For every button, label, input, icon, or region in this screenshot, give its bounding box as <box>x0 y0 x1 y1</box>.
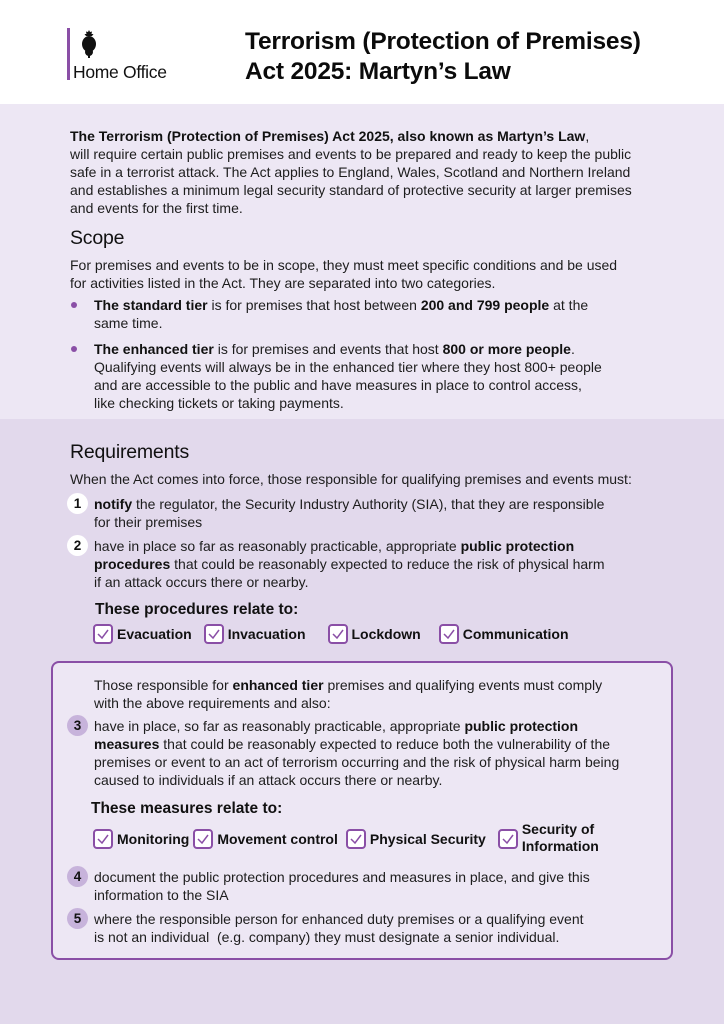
intro-line: and establishes a minimum legal security standard of protective security at larger premises <box>70 182 632 198</box>
text: is not an individual (e.g. company) they must designate a senior individual. <box>94 929 560 945</box>
bold-text: The standard tier <box>94 297 208 313</box>
text: that could be reasonably expected to reduce the risk of physical harm <box>170 556 605 572</box>
checkbox-icon <box>93 624 113 644</box>
text: for their premises <box>94 514 203 530</box>
bullet-dot <box>71 302 77 308</box>
procedure-invacuation <box>204 624 306 644</box>
measures-list <box>93 823 613 855</box>
page-title <box>245 27 641 87</box>
measure-movement-control <box>193 829 338 849</box>
scope-bullet-enhanced <box>94 340 674 412</box>
title-line-1: Terrorism (Protection of Premises) <box>245 28 641 55</box>
text: the regulator, the Security Industry Authority (SIA), that they are responsible <box>132 496 605 512</box>
text: caused to individuals if an attack occurs there or nearby. <box>94 772 443 788</box>
bold-text: 200 and 799 people <box>420 297 550 313</box>
text: if an attack occurs there or nearby. <box>94 574 309 590</box>
requirements-heading: Requirements <box>70 441 189 463</box>
procedure-label: Invacuation <box>227 626 306 642</box>
procedure-evacuation <box>93 624 192 644</box>
text: document the public protection procedures and measures in place, and give this <box>94 869 590 885</box>
procedure-label: Evacuation <box>117 626 192 642</box>
text: that could be reasonably expected to reduce both the vulnerability of the <box>159 736 611 752</box>
scope-line: For premises and events to be in scope, they must meet specific conditions and be used <box>70 257 618 273</box>
checkbox-icon <box>498 829 518 849</box>
text: where the responsible person for enhanced duty premises or a qualifying event <box>94 911 584 927</box>
measure-label <box>522 821 599 855</box>
checkbox-icon <box>193 829 213 849</box>
scope-heading: Scope <box>70 227 125 249</box>
bullet-dot <box>71 346 77 352</box>
bold-text: notify <box>94 496 133 512</box>
measure-label: Physical Security <box>369 831 486 847</box>
text: information to the SIA <box>94 887 229 903</box>
measure-label-line: Security of <box>521 821 595 837</box>
number-badge-5: 5 <box>67 908 88 929</box>
bold-text: procedures <box>94 556 171 572</box>
scope-paragraph <box>70 256 670 292</box>
checkbox-icon <box>204 624 224 644</box>
bold-text: public protection <box>460 538 575 554</box>
home-office-logo <box>67 28 167 82</box>
checkbox-icon <box>439 624 459 644</box>
page-header <box>0 0 724 104</box>
text: Those responsible for <box>94 677 233 693</box>
text: like checking tickets or taking payments. <box>94 395 344 411</box>
number-badge-2: 2 <box>67 535 88 556</box>
procedure-label: Lockdown <box>351 626 421 642</box>
checkbox-icon <box>346 829 366 849</box>
text: . <box>570 341 575 357</box>
requirement-item-5 <box>94 910 654 946</box>
requirement-item-3 <box>94 717 664 789</box>
procedures-heading: These procedures relate to: <box>95 601 299 618</box>
text: and are accessible to the public and have measures in place to control access, <box>94 377 582 393</box>
text: is for premises that host between <box>207 297 421 313</box>
enhanced-intro <box>94 676 654 712</box>
bold-text: measures <box>94 736 160 752</box>
intro-line: will require certain public premises and events to be prepared and ready to keep the public <box>70 146 632 162</box>
bold-text: public protection <box>464 718 579 734</box>
intro-paragraph <box>70 127 670 217</box>
text: with the above requirements and also: <box>94 695 331 711</box>
intro-line: and events for the first time. <box>70 200 243 216</box>
royal-crest-icon <box>79 30 99 58</box>
measure-physical-security <box>346 829 486 849</box>
text: premises and qualifying events must comply <box>323 677 603 693</box>
text: same time. <box>94 315 163 331</box>
scope-line: for activities listed in the Act. They are separated into two categories. <box>70 275 496 291</box>
number-badge-4: 4 <box>67 866 88 887</box>
requirement-item-4 <box>94 868 654 904</box>
measure-label: Monitoring <box>117 831 190 847</box>
number-badge-3: 3 <box>67 715 88 736</box>
text: is for premises and events that host <box>213 341 443 357</box>
requirement-item-1 <box>94 495 654 531</box>
text: Qualifying events will always be in the enhanced tier where they host 800+ people <box>94 359 602 375</box>
intro-bold: The Terrorism (Protection of Premises) Act 2025, also known as Martyn’s Law <box>70 128 586 144</box>
intro-line: safe in a terrorist attack. The Act applies to England, Wales, Scotland and Northern Ireland <box>70 164 631 180</box>
procedure-communication <box>439 624 569 644</box>
intro-comma: , <box>585 128 590 144</box>
requirements-intro: When the Act comes into force, those responsible for qualifying premises and events must: <box>70 471 632 487</box>
requirement-item-2 <box>94 537 664 591</box>
procedure-lockdown <box>328 624 421 644</box>
bold-text: enhanced tier <box>232 677 324 693</box>
scope-bullet-standard <box>94 296 654 332</box>
measure-security-of-information <box>498 823 599 855</box>
checkbox-icon <box>93 829 113 849</box>
text: at the <box>549 297 589 313</box>
text: have in place so far as reasonably practicable, appropriate <box>94 538 461 554</box>
procedures-list <box>93 624 583 644</box>
logo-text: Home Office <box>73 62 167 82</box>
checkbox-icon <box>328 624 348 644</box>
title-line-2: Act 2025: Martyn’s Law <box>245 58 511 85</box>
bold-text: 800 or more people <box>442 341 571 357</box>
measure-label-line: Information <box>521 838 599 854</box>
text: premises or event to an act of terrorism occurring and the risk of physical harm being <box>94 754 620 770</box>
bold-text: The enhanced tier <box>94 341 214 357</box>
text: have in place, so far as reasonably practicable, appropriate <box>94 718 465 734</box>
number-badge-1: 1 <box>67 493 88 514</box>
measure-label: Movement control <box>217 831 338 847</box>
measure-monitoring <box>93 829 189 849</box>
measures-heading: These measures relate to: <box>91 800 283 817</box>
procedure-label: Communication <box>462 626 569 642</box>
